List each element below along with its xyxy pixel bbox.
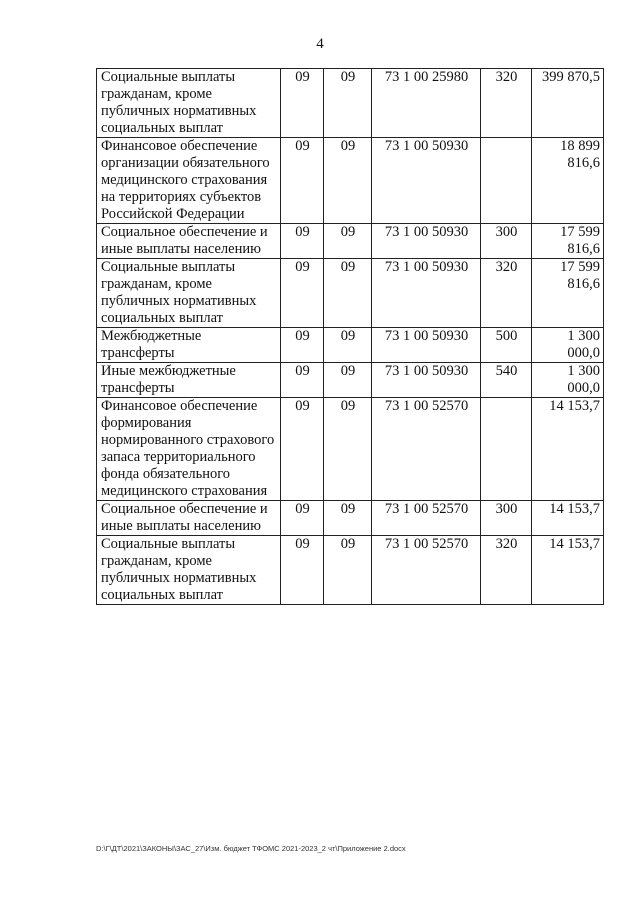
page-number: 4 <box>316 36 324 52</box>
subsection-cell: 09 <box>324 328 372 363</box>
table-row <box>97 398 604 501</box>
expense-name-cell: Финансовое обеспечение формирования нормированного страхового запаса территориального фонда обязательного медицинского страхования <box>97 398 281 501</box>
subsection-cell: 09 <box>324 536 372 605</box>
table-row <box>97 501 604 536</box>
expense-type-cell: 540 <box>481 363 532 398</box>
expense-name-cell: Социальное обеспечение и иные выплаты населению <box>97 224 281 259</box>
expense-name-cell: Иные межбюджетные трансферты <box>97 363 281 398</box>
target-article-cell: 73 1 00 50930 <box>372 259 481 328</box>
target-article-cell: 73 1 00 52570 <box>372 536 481 605</box>
target-article-cell: 73 1 00 25980 <box>372 69 481 138</box>
expense-name-cell: Межбюджетные трансферты <box>97 328 281 363</box>
budget-table-body <box>97 69 604 605</box>
subsection-cell: 09 <box>324 69 372 138</box>
target-article-cell: 73 1 00 50930 <box>372 224 481 259</box>
target-article-cell: 73 1 00 50930 <box>372 138 481 224</box>
expense-type-cell: 320 <box>481 536 532 605</box>
target-article-cell: 73 1 00 50930 <box>372 363 481 398</box>
section-cell: 09 <box>281 501 324 536</box>
subsection-cell: 09 <box>324 224 372 259</box>
section-cell: 09 <box>281 536 324 605</box>
expense-name-cell: Социальные выплаты гражданам, кроме публичных нормативных социальных выплат <box>97 259 281 328</box>
expense-name-cell: Социальные выплаты гражданам, кроме публичных нормативных социальных выплат <box>97 69 281 138</box>
table-row <box>97 363 604 398</box>
expense-type-cell <box>481 398 532 501</box>
section-cell: 09 <box>281 328 324 363</box>
budget-table <box>96 68 604 605</box>
table-row <box>97 69 604 138</box>
target-article-cell: 73 1 00 52570 <box>372 501 481 536</box>
subsection-cell: 09 <box>324 259 372 328</box>
expense-type-cell: 320 <box>481 69 532 138</box>
amount-cell: 14 153,7 <box>532 536 604 605</box>
expense-name-cell: Социальные выплаты гражданам, кроме публичных нормативных социальных выплат <box>97 536 281 605</box>
section-cell: 09 <box>281 224 324 259</box>
amount-cell: 1 300 000,0 <box>532 328 604 363</box>
subsection-cell: 09 <box>324 501 372 536</box>
subsection-cell: 09 <box>324 398 372 501</box>
expense-name-cell: Финансовое обеспечение организации обязательного медицинского страхования на территориях субъектов Российской Федерации <box>97 138 281 224</box>
expense-name-cell: Социальное обеспечение и иные выплаты населению <box>97 501 281 536</box>
table-row <box>97 224 604 259</box>
expense-type-cell: 500 <box>481 328 532 363</box>
table-row <box>97 536 604 605</box>
table-row <box>97 328 604 363</box>
amount-cell: 17 599 816,6 <box>532 259 604 328</box>
expense-type-cell: 300 <box>481 224 532 259</box>
expense-type-cell: 320 <box>481 259 532 328</box>
amount-cell: 399 870,5 <box>532 69 604 138</box>
section-cell: 09 <box>281 398 324 501</box>
document-file-path: D:\Г\ДТ\2021\ЗАКОНЫ\ЗАС_27\Изм. бюджет ТФОМС 2021-2023_2 чт\Приложение 2.docx <box>96 844 406 853</box>
expense-type-cell <box>481 138 532 224</box>
table-row <box>97 138 604 224</box>
amount-cell: 1 300 000,0 <box>532 363 604 398</box>
amount-cell: 18 899 816,6 <box>532 138 604 224</box>
expense-type-cell: 300 <box>481 501 532 536</box>
subsection-cell: 09 <box>324 363 372 398</box>
amount-cell: 14 153,7 <box>532 398 604 501</box>
target-article-cell: 73 1 00 52570 <box>372 398 481 501</box>
section-cell: 09 <box>281 69 324 138</box>
section-cell: 09 <box>281 259 324 328</box>
amount-cell: 17 599 816,6 <box>532 224 604 259</box>
amount-cell: 14 153,7 <box>532 501 604 536</box>
target-article-cell: 73 1 00 50930 <box>372 328 481 363</box>
section-cell: 09 <box>281 138 324 224</box>
subsection-cell: 09 <box>324 138 372 224</box>
table-row <box>97 259 604 328</box>
section-cell: 09 <box>281 363 324 398</box>
